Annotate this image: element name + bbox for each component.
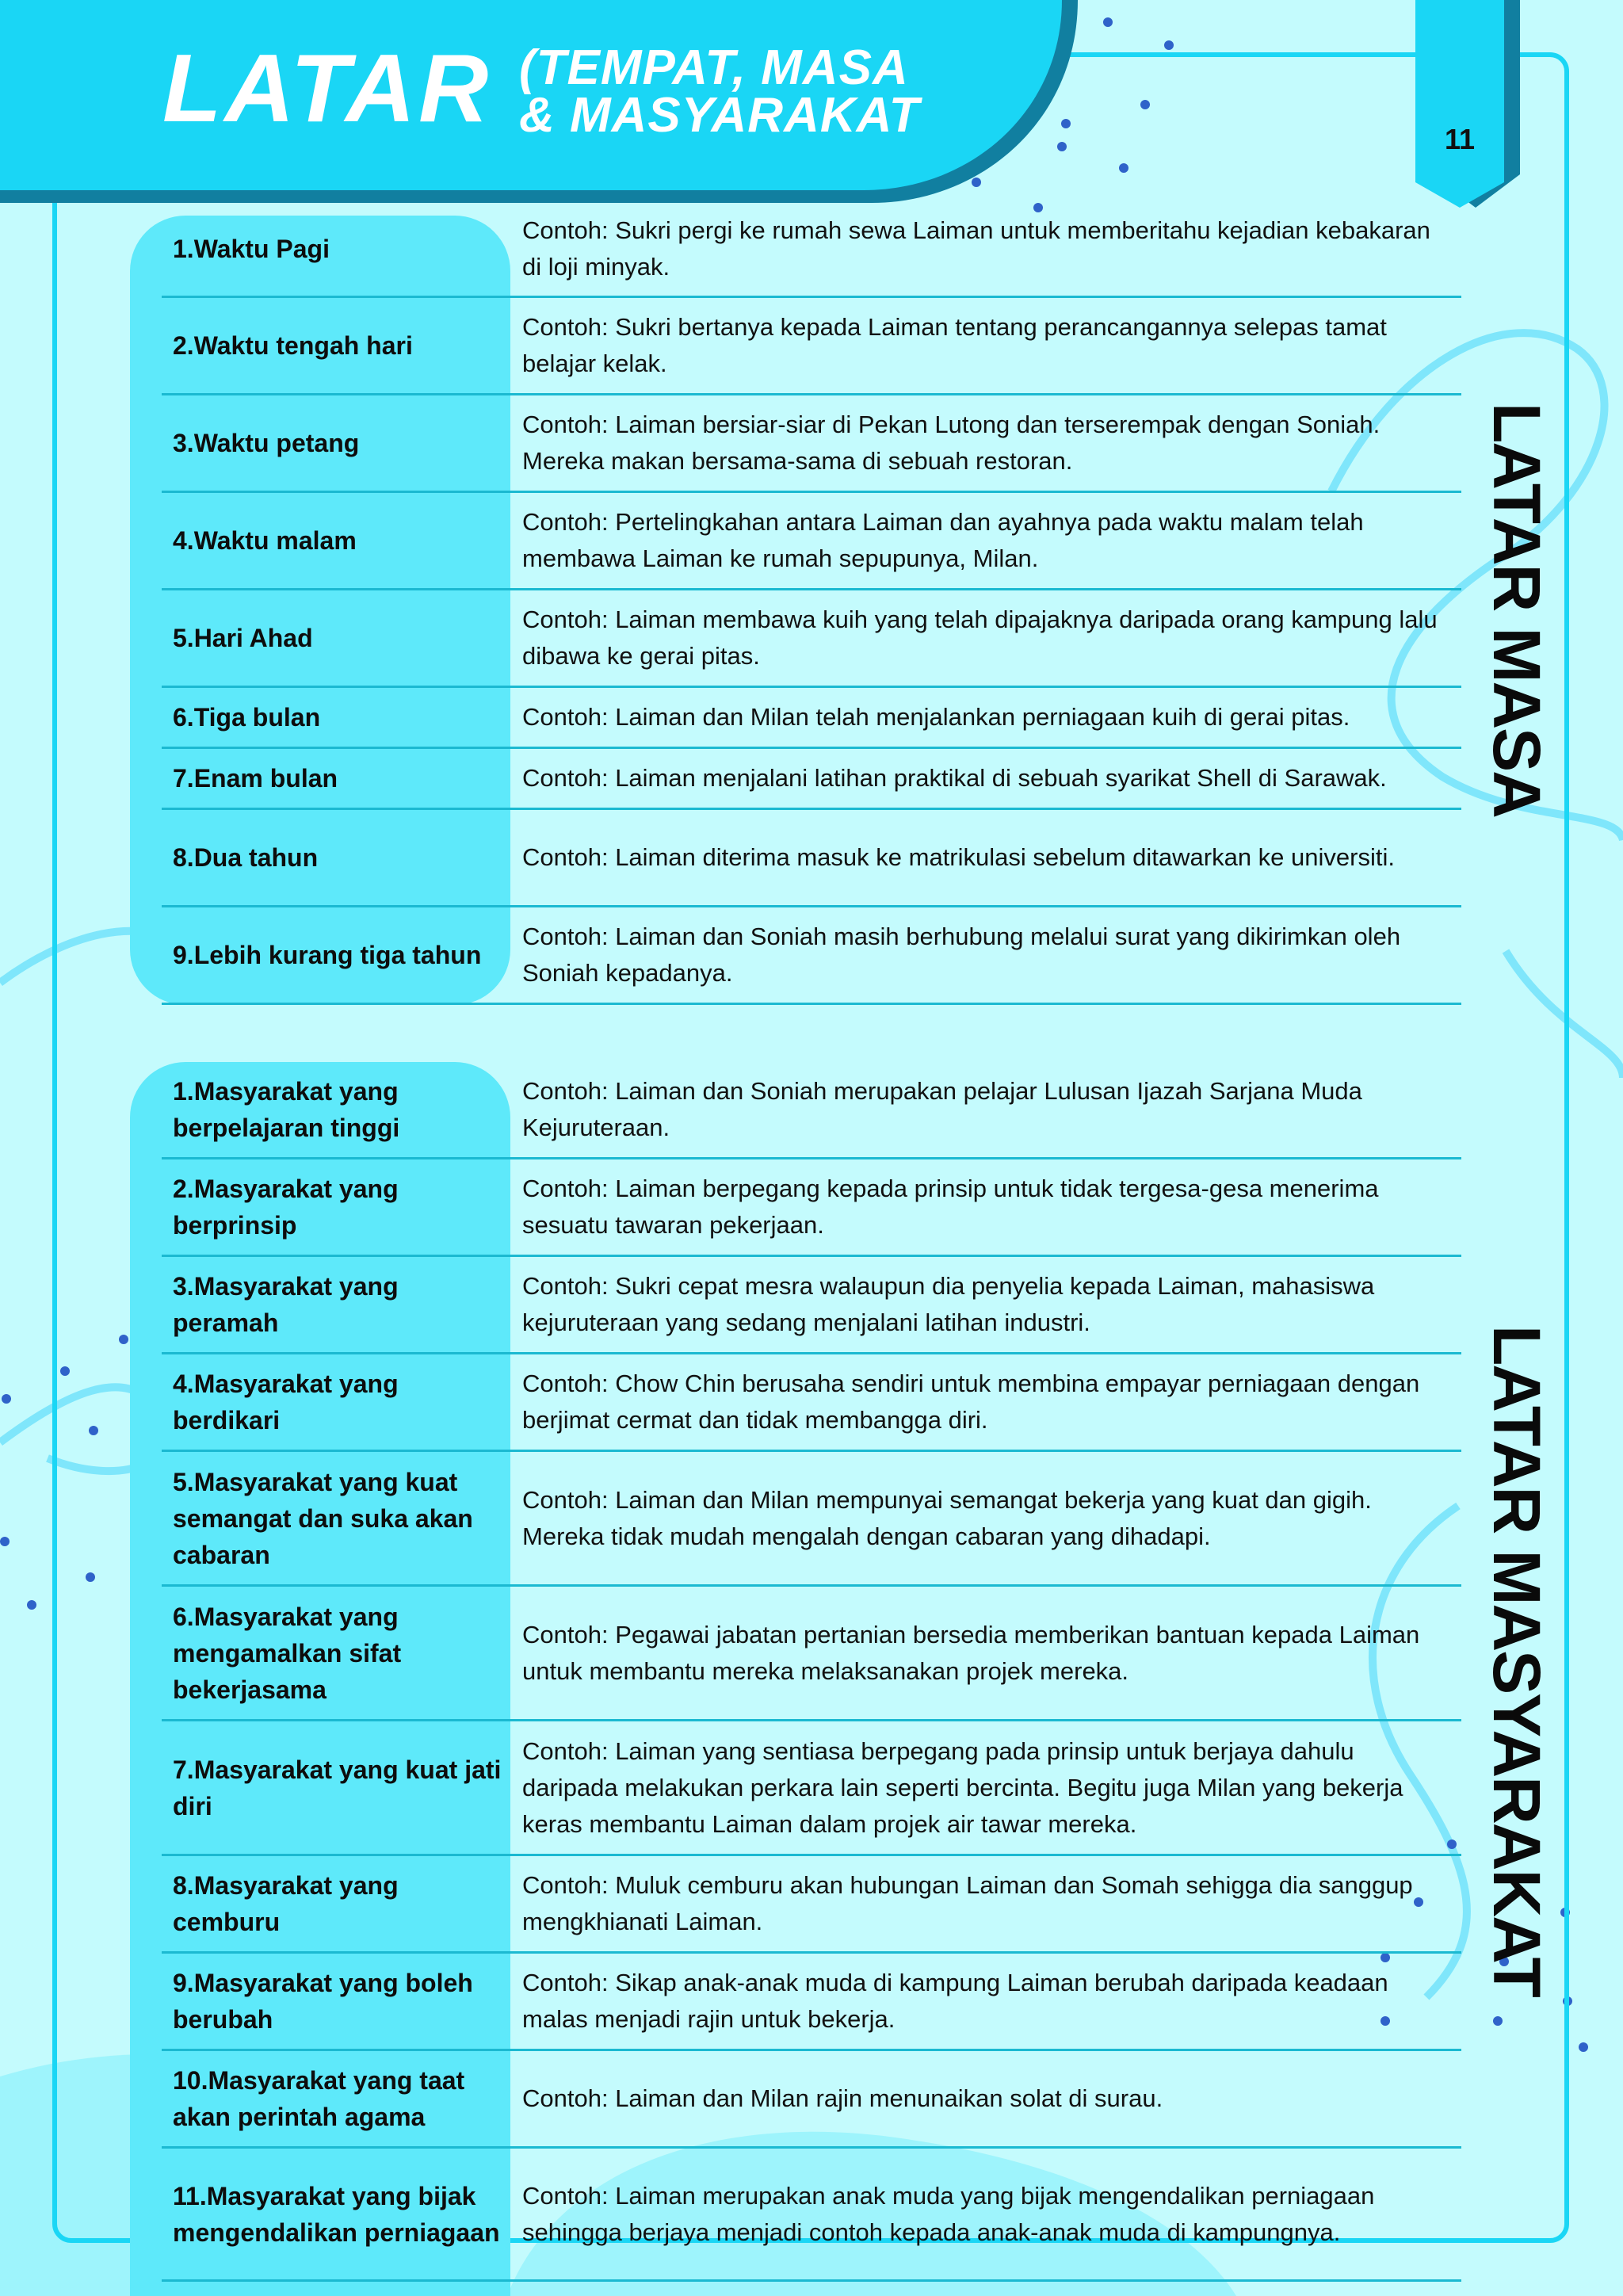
row-example: Contoh: Laiman diterima masuk ke matrikulasi sebelum ditawarkan ke universiti. (522, 843, 1395, 871)
row-label: 4.Masyarakat yang berdikari (173, 1370, 399, 1435)
table-row (162, 688, 1461, 749)
row-example: Contoh: Laiman bersiar-siar di Pekan Lutong dan terserempak dengan Soniah. Mereka makan bersama-sama di sebuah restoran. (522, 411, 1381, 475)
page-number-tab (1415, 0, 1520, 208)
row-example: Contoh: Laiman dan Milan rajin menunaikan solat di surau. (522, 2084, 1163, 2112)
row-label: 7.Enam bulan (173, 764, 338, 793)
table-row (162, 2051, 1461, 2149)
row-example: Contoh: Sukri pergi ke rumah sewa Laiman untuk memberitahu kejadian kebakaran di loji minyak. (522, 216, 1430, 281)
table-row (162, 749, 1461, 810)
table-row (162, 810, 1461, 907)
table-row (162, 1452, 1461, 1587)
table-row (162, 907, 1461, 1005)
page-title: LATAR (162, 34, 492, 142)
table-row (162, 1159, 1461, 1257)
table-row (162, 1062, 1461, 1159)
table-row (162, 1587, 1461, 1721)
row-example: Contoh: Laiman dan Milan mempunyai semangat bekerja yang kuat dan gigih. Mereka tidak mudah mengalah dengan cabaran yang dihadapi. (522, 1485, 1372, 1550)
table-row (162, 493, 1461, 590)
row-example: Contoh: Sukri cepat mesra walaupun dia penyelia kepada Laiman, mahasiswa kejuruteraan yang sedang menjalani latihan industri. (522, 1272, 1375, 1336)
row-label: 11.Masyarakat yang bijak mengendalikan perniagaan (173, 2181, 500, 2247)
table-row (162, 298, 1461, 395)
row-example: Contoh: Sikap anak-anak muda di kampung Laiman berubah daripada keadaan malas menjadi rajin untuk bekerja. (522, 1969, 1388, 2033)
row-example: Contoh: Laiman yang sentiasa berpegang pada prinsip untuk berjaya dahulu daripada melakukan perkara lain seperti bercinta. Begitu juga Milan yang bekerja keras membantu Laiman dalam projek air tawar mereka. (522, 1736, 1403, 1838)
page-subtitle (519, 40, 920, 143)
row-label: 8.Masyarakat yang cemburu (173, 1871, 399, 1936)
row-label: 5.Masyarakat yang kuat semangat dan suka akan cabaran (173, 1467, 473, 1569)
table-row (162, 1856, 1461, 1954)
side-label-latar-masyarakat: LATAR MASYARAKAT (1480, 1325, 1554, 1996)
row-label: 4.Waktu malam (173, 526, 357, 555)
latar-masa-table (162, 201, 1461, 1005)
table-row (162, 1954, 1461, 2051)
row-label: 2.Masyarakat yang berprinsip (173, 1175, 399, 1240)
row-label: 8.Dua tahun (173, 843, 319, 872)
table-row (162, 590, 1461, 688)
subtitle-line-2: & MASYARAKAT (519, 88, 920, 143)
row-label: 5.Hari Ahad (173, 624, 313, 652)
row-example: Contoh: Laiman dan Milan telah menjalankan perniagaan kuih di gerai pitas. (522, 703, 1350, 731)
table-row (162, 1354, 1461, 1452)
row-label: 7.Masyarakat yang kuat jati diri (173, 1755, 502, 1820)
row-label: 6.Tiga bulan (173, 703, 321, 732)
row-label: 3.Waktu petang (173, 429, 360, 457)
side-label-latar-masa: LATAR MASA (1480, 403, 1554, 817)
latar-masyarakat-table (162, 1062, 1461, 2282)
table-row (162, 1721, 1461, 1856)
table-row (162, 201, 1461, 298)
row-example: Contoh: Pertelingkahan antara Laiman dan ayahnya pada waktu malam telah membawa Laiman ke rumah sepupunya, Milan. (522, 508, 1364, 572)
row-label: 1.Masyarakat yang berpelajaran tinggi (173, 1077, 400, 1142)
table-row (162, 1257, 1461, 1354)
row-example: Contoh: Sukri bertanya kepada Laiman tentang perancangannya selepas tamat belajar kelak. (522, 313, 1387, 377)
row-label: 6.Masyarakat yang mengamalkan sifat bekerjasama (173, 1602, 402, 1704)
row-example: Contoh: Pegawai jabatan pertanian bersedia memberikan bantuan kepada Laiman untuk membantu mereka melaksanakan projek mereka. (522, 1620, 1420, 1685)
row-example: Contoh: Laiman berpegang kepada prinsip untuk tidak tergesa-gesa menerima sesuatu tawaran pekerjaan. (522, 1175, 1379, 1239)
row-label: 9.Lebih kurang tiga tahun (173, 941, 482, 969)
table-row (162, 2149, 1461, 2282)
row-example: Contoh: Laiman merupakan anak muda yang bijak mengendalikan perniagaan sehingga berjaya menjadi contoh kepada anak-anak muda di kampungnya. (522, 2181, 1375, 2246)
row-example: Contoh: Chow Chin berusaha sendiri untuk membina empayar perniagaan dengan berjimat cermat dan tidak membangga diri. (522, 1370, 1420, 1434)
table-row (162, 395, 1461, 493)
row-label: 9.Masyarakat yang boleh berubah (173, 1969, 473, 2034)
row-example: Contoh: Laiman dan Soniah masih berhubung melalui surat yang dikirimkan oleh Soniah kepadanya. (522, 923, 1401, 987)
row-example: Contoh: Laiman dan Soniah merupakan pelajar Lulusan Ijazah Sarjana Muda Kejuruteraan. (522, 1077, 1362, 1141)
row-example: Contoh: Laiman menjalani latihan praktikal di sebuah syarikat Shell di Sarawak. (522, 764, 1387, 792)
subtitle-line-1: (TEMPAT, MASA (519, 40, 909, 95)
row-label: 10.Masyarakat yang taat akan perintah agama (173, 2066, 465, 2131)
row-example: Contoh: Laiman membawa kuih yang telah dipajaknya daripada orang kampung lalu dibawa ke gerai pitas. (522, 606, 1438, 670)
row-example: Contoh: Muluk cemburu akan hubungan Laiman dan Somah sehigga dia sanggup mengkhianati Laiman. (522, 1871, 1413, 1935)
row-label: 3.Masyarakat yang peramah (173, 1272, 399, 1337)
page-number: 11 (1444, 123, 1476, 155)
row-label: 1.Waktu Pagi (173, 234, 330, 263)
row-label: 2.Waktu tengah hari (173, 331, 413, 360)
